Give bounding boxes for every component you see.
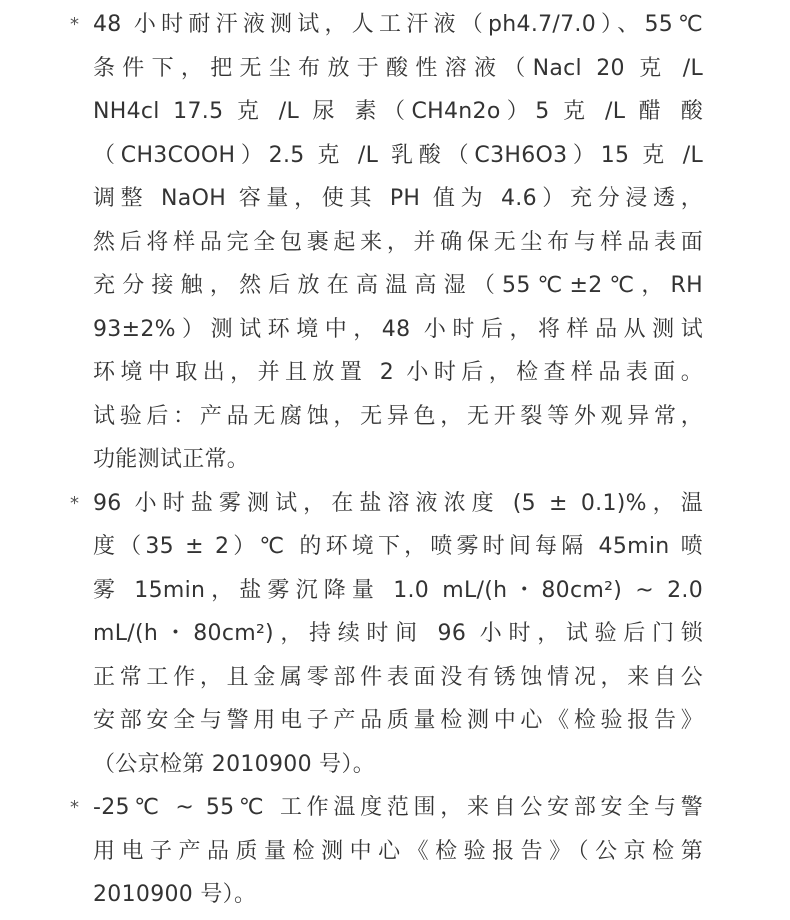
text-line: 环境中取出，并且放置 2 小时后，检查样品表面。	[93, 360, 703, 385]
text-line: 93±2%）测试环境中，48 小时后，将样品从测试	[93, 316, 703, 342]
text-line: 试验后：产品无腐蚀，无异色，无开裂等外观异常，	[93, 403, 703, 429]
text-line: （公京检第 2010900 号）。	[93, 751, 376, 777]
list-item-salt-spray-test	[0, 482, 790, 787]
text-line: 48 小时耐汗液测试，人工汗液（ph4.7/7.0）、55℃	[93, 12, 703, 37]
text-line: 雾 15min，盐雾沉降量 1.0 mL/(h・80cm²) ~ 2.0	[93, 577, 703, 603]
text-line: 安部安全与警用电子产品质量检测中心《检验报告》	[93, 708, 703, 733]
text-line: 调整 NaOH 容量，使其 PH 值为 4.6）充分浸透，	[93, 186, 703, 211]
bullet-asterisk: *	[70, 797, 79, 818]
text-line: mL/(h・80cm²)，持续时间 96 小时，试验后门锁	[93, 621, 703, 646]
bullet-asterisk: *	[70, 14, 79, 35]
text-line: 功能测试正常。	[93, 447, 250, 472]
list-item-temperature-range	[0, 786, 790, 917]
text-line: 然后将样品完全包裹起来，并确保无尘布与样品表面	[93, 229, 703, 255]
text-line: 用电子产品质量检测中心《检验报告》（公京检第	[93, 838, 703, 864]
text-line: 条件下，把无尘布放于酸性溶液（Nacl 20 克 /L	[93, 55, 703, 81]
text-line: -25℃ ~ 55℃ 工作温度范围，来自公安部安全与警	[93, 795, 703, 820]
bullet-asterisk: *	[70, 492, 79, 514]
text-line: 充分接触，然后放在高温高湿（55℃±2℃，RH	[93, 273, 703, 298]
text-line: 度（35 ± 2）℃ 的环境下，喷雾时间每隔 45min 喷	[93, 534, 703, 559]
text-line: NH4cl 17.5 克 /L 尿 素（CH4n2o）5 克 /L 醋 酸	[93, 99, 703, 124]
text-line: 96 小时盐雾测试，在盐溶液浓度 (5 ± 0.1)%，温	[93, 490, 703, 516]
text-line: （CH3COOH）2.5 克 /L 乳酸（C3H6O3）15 克 /L	[93, 142, 703, 168]
text-line: 正常工作，且金属零部件表面没有锈蚀情况，来自公	[93, 664, 703, 690]
text-line: 2010900 号）。	[93, 882, 257, 907]
list-item-sweat-test	[0, 3, 790, 482]
